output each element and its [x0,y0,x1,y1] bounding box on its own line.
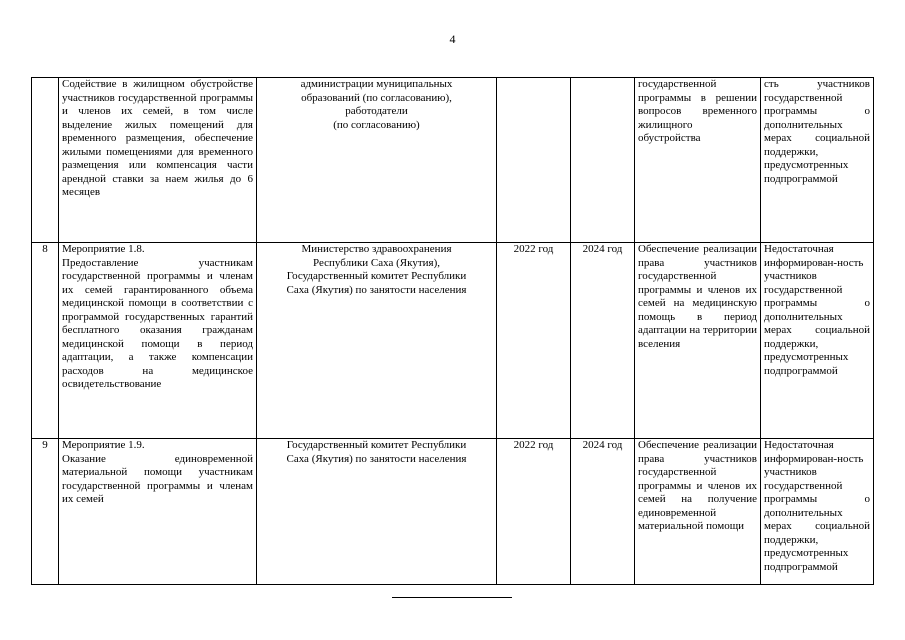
activity-cell: Мероприятие 1.9. Оказание единовременной материальной помощи участникам государственной программы и членам их семей [59,439,257,585]
row-number: 9 [32,439,59,585]
start-year-cell: 2022 год [497,243,571,439]
table-row [32,78,874,243]
table-row [32,439,874,585]
start-year-cell [497,78,571,243]
table-row [32,243,874,439]
activity-cell: Содействие в жилищном обустройстве участников государственной программы и членов их семей, в том числе выделение жилых помещений для временного размещения, обеспечение жилыми помещениями для временного размещения или компенсация части арендной ставки за наем жилья до 6 месяцев [59,78,257,243]
executors-cell: администрации муниципальных образований (по согласованию), работодатели (по согласованию) [257,78,497,243]
risks-cell: Недостаточная информирован-ность участников государственной программы о дополнительных мерах социальной поддержки, предусмотренных подпрограммой [761,439,874,585]
end-year-cell: 2024 год [571,439,635,585]
end-year-cell: 2024 год [571,243,635,439]
result-cell: Обеспечение реализации права участников государственной программы и членов их семей на получение единовременной материальной помощи [635,439,761,585]
risks-cell: Недостаточная информирован-ность участников государственной программы о дополнительных мерах социальной поддержки, предусмотренных подпрограммой [761,243,874,439]
start-year-cell: 2022 год [497,439,571,585]
end-year-cell [571,78,635,243]
executors-cell: Министерство здравоохранения Республики Саха (Якутия), Государственный комитет Республики Саха (Якутия) по занятости населения [257,243,497,439]
page-number: 4 [449,32,456,46]
activities-table [31,77,874,585]
row-number [32,78,59,243]
executors-cell: Государственный комитет Республики Саха (Якутия) по занятости населения [257,439,497,585]
result-cell: Обеспечение реализации права участников государственной программы и членов их семей на медицинскую помощь в период адаптации на территории вселения [635,243,761,439]
footer-separator-line [392,597,512,598]
risks-cell: сть участников государственной программы о дополнительных мерах социальной поддержки, предусмотренных подпрограммой [761,78,874,243]
result-cell: государственной программы в решении вопросов временного жилищного обустройства [635,78,761,243]
row-number: 8 [32,243,59,439]
activity-cell: Мероприятие 1.8. Предоставление участникам государственной программы и членам их семей гарантированного объема медицинской помощи в соответствии с программой государственных гарантий бесплатного оказания гражданам медицинской помощи в период адаптации, а также компенсации расходов на медицинское освидетельствование [59,243,257,439]
